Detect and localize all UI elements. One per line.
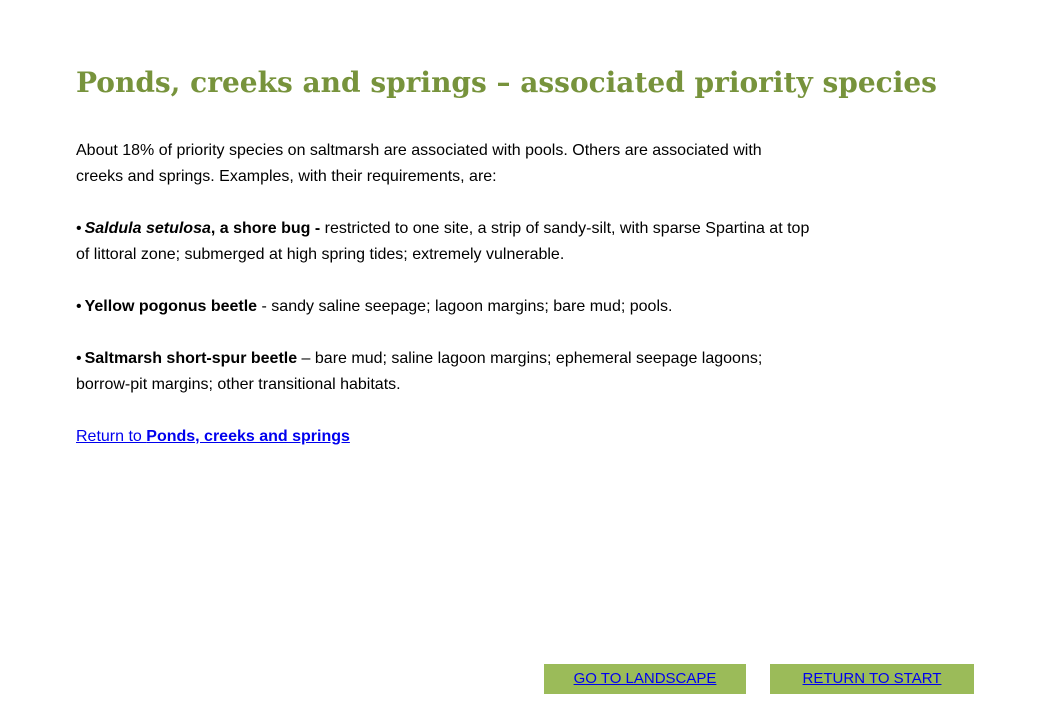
intro-line-2: creeks and springs. Examples, with their requirements, are: — [76, 168, 497, 185]
species-name-italic: Saldula setulosa — [84, 220, 211, 237]
species-name-suffix: , a shore bug - — [210, 220, 321, 237]
go-to-landscape-button[interactable]: GO TO LANDSCAPE — [544, 664, 746, 694]
return-to-start-button[interactable]: RETURN TO START — [770, 664, 974, 694]
page-title: Ponds, creeks and springs – associated priority species — [76, 66, 937, 99]
return-link-prefix: Return to — [76, 428, 147, 445]
intro-line-1: About 18% of priority species on saltmarsh are associated with pools. Others are associated with — [76, 142, 762, 159]
return-to-ponds-link[interactable] — [76, 428, 350, 445]
intro-text — [76, 138, 966, 190]
species-item-short-spur — [76, 346, 966, 398]
species-item-saldula — [76, 216, 966, 268]
species-requirements: – bare mud; saline lagoon margins; ephemeral seepage lagoons; — [297, 350, 763, 367]
bullet-icon: • — [76, 220, 82, 237]
species-name: Yellow pogonus beetle — [84, 298, 258, 315]
species-requirements: - sandy saline seepage; lagoon margins; bare mud; pools. — [257, 298, 673, 315]
species-requirements: restricted to one site, a strip of sandy-silt, with sparse Spartina at top — [320, 220, 810, 237]
bullet-icon: • — [76, 298, 82, 315]
slide-content — [76, 138, 966, 450]
species-item-yellow-pogonus — [76, 294, 966, 320]
species-requirements-cont: of littoral zone; submerged at high spring tides; extremely vulnerable. — [76, 246, 565, 263]
species-requirements-cont: borrow-pit margins; other transitional habitats. — [76, 376, 401, 393]
return-link-target: Ponds, creeks and springs — [146, 428, 350, 445]
bullet-icon: • — [76, 350, 82, 367]
species-name: Saltmarsh short-spur beetle — [84, 350, 298, 367]
